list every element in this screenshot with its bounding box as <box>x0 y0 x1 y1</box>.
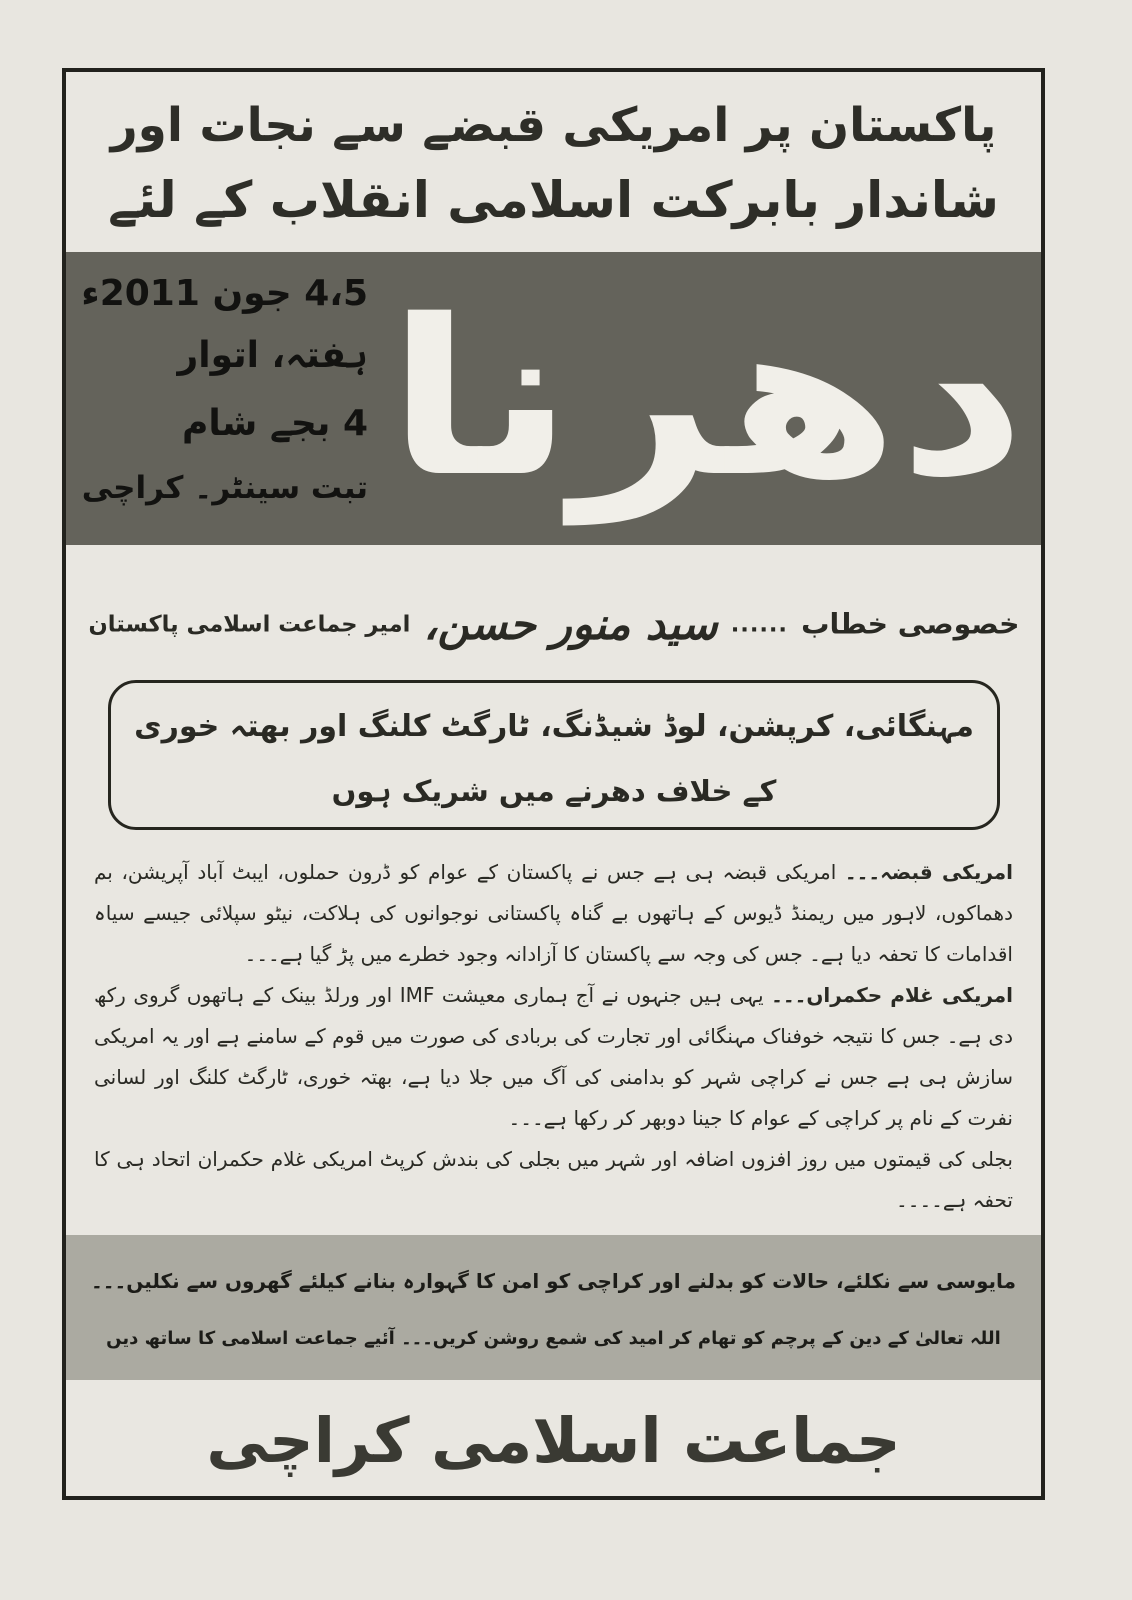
speaker-dots: ...... <box>730 610 788 638</box>
organization-signature: جماعت اسلامی کراچی <box>206 1403 901 1477</box>
body-paragraph <box>94 1139 1013 1221</box>
event-title: دھرنا <box>387 273 1026 524</box>
event-band <box>66 252 1041 545</box>
poster-frame <box>62 68 1045 1500</box>
speaker-name: سید منور حسن، <box>423 598 718 650</box>
body-text <box>94 852 1013 1230</box>
appeal-band <box>66 1235 1041 1380</box>
paragraph-lead: امریکی غلام حکمراں۔۔۔ <box>771 983 1013 1007</box>
headline-line-1: پاکستان پر امریکی قبضے سے نجات اور <box>110 98 997 153</box>
speaker-label: خصوصی خطاب <box>801 607 1020 641</box>
speaker-title: امیر جماعت اسلامی پاکستان <box>88 610 411 638</box>
headline-line-2: شاندار بابرکت اسلامی انقلاب کے لئے <box>108 171 999 229</box>
paragraph-text: یہی ہیں جنہوں نے آج ہماری معیشت IMF اور ورلڈ بینک کے ہاتھوں گروی رکھ دی ہے۔ جس کا نتیجہ خوفناک مہنگائی اور تجارت کی بربادی کی صورت میں قوم کے سامنے ہے اور یہ امریکی سازش ہی ہے جس نے کراچی شہر کو بدامنی کی آگ میں جلا دیا ہے، بھتہ خوری، ٹارگٹ کلنگ اور لسانی نفرت کے نام پر کراچی کے عوام کا جینا دوبھر کر رکھا ہے۔۔۔ <box>94 983 1013 1130</box>
callout-invite: کے خلاف دھرنے میں شریک ہوں <box>331 774 777 808</box>
appeal-line-2: اللہ تعالیٰ کے دین کے پرچم کو تھام کر امید کی شمع روشن کریں۔۔۔ آئیے جماعت اسلامی کا ساتھ دیں <box>106 1328 1001 1349</box>
body-paragraph <box>94 975 1013 1139</box>
appeal-line-1: مایوسی سے نکلئے، حالات کو بدلنے اور کراچی کو امن کا گہوارہ بنانے کیلئے گھروں سے نکلیں۔۔۔ <box>91 1269 1016 1293</box>
event-venue: تبت سینٹر۔ کراچی <box>81 470 368 506</box>
callout-box <box>108 680 1000 830</box>
event-days: ہفتہ، اتوار <box>177 335 368 376</box>
paragraph-lead: امریکی قبضہ۔۔۔ <box>844 860 1013 884</box>
body-paragraph <box>94 852 1013 975</box>
event-time: 4 بجے شام <box>182 403 368 444</box>
paragraph-text: بجلی کی قیمتوں میں روز افزوں اضافہ اور شہر میں بجلی کی بندش کرپٹ امریکی غلام حکمران اتحاد ہی کا تحفہ ہے۔۔۔۔ <box>94 1147 1013 1212</box>
paragraph-text: امریکی قبضہ ہی ہے جس نے پاکستان کے عوام کو ڈرون حملوں، ایبٹ آباد آپریشن، بم دھماکوں، لاہور میں ریمنڈ ڈیوس کے ہاتھوں بے گناہ پاکستانی نوجوانوں کی ہلاکت، نیٹو سپلائی جیسے سیاہ اقدامات کا تحفہ دیا ہے۔ جس کی وجہ سے پاکستان کا آزادانہ وجود خطرے میں پڑ گیا ہے۔۔۔ <box>94 860 1013 966</box>
callout-issues: مہنگائی، کرپشن، لوڈ شیڈنگ، ٹارگٹ کلنگ اور بھتہ خوری <box>134 709 974 744</box>
speaker-line <box>88 586 1020 661</box>
event-date: 4،5 جون 2011ء <box>81 273 368 314</box>
event-title-box <box>371 252 1026 545</box>
